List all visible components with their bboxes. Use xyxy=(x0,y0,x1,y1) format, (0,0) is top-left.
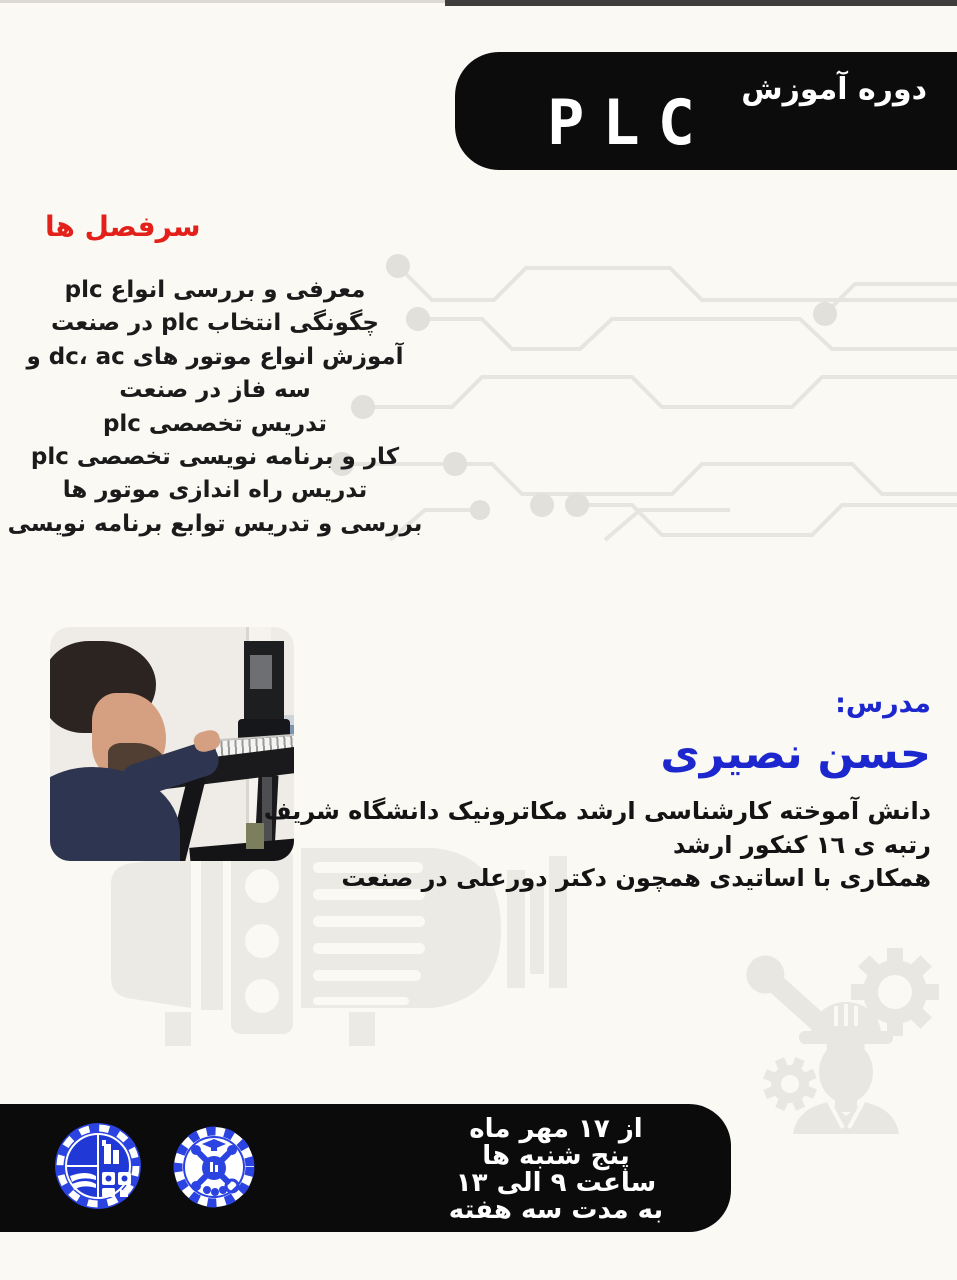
topic-item: معرفی و بررسی انواع plc xyxy=(64,277,366,303)
instructor-label: مدرس: xyxy=(835,688,931,719)
topics-list xyxy=(5,274,425,541)
topic-item: تدریس راه اندازی موتور ها xyxy=(62,477,368,504)
topic-item: کار و برنامه نویسی تخصصی plc xyxy=(30,444,400,471)
schedule-line: ساعت ٩ الی ١٣ xyxy=(455,1168,657,1198)
engineer-silhouette-graphic xyxy=(735,932,957,1134)
course-kicker: دوره آموزش xyxy=(741,72,927,107)
photo-fixture xyxy=(246,823,264,849)
sharif-university-logo xyxy=(52,1118,144,1214)
topic-item: آموزش انواع موتور های dc، ac و سه فاز در صنعت xyxy=(26,343,404,404)
topics-heading: سرفصل ها xyxy=(45,210,201,243)
instructor-detail-line: همکاری با اساتیدی همچون دکتر دورعلی در صنعت xyxy=(341,864,931,892)
photo-motor-label xyxy=(250,655,272,689)
schedule-bar xyxy=(0,1104,731,1232)
instructor-name: حسن نصیری xyxy=(660,729,931,779)
student-association-logo xyxy=(172,1122,256,1212)
top-edge-strip-right xyxy=(445,0,957,6)
schedule-line: از ١٧ مهر ماه xyxy=(469,1114,643,1144)
schedule-line: به مدت سه هفته xyxy=(448,1195,664,1225)
instructor-section xyxy=(264,688,931,896)
course-title: PLC xyxy=(547,86,713,159)
course-title-banner xyxy=(455,52,957,170)
topic-item: بررسی و تدریس توابع برنامه نویسی xyxy=(7,510,423,537)
schedule-text xyxy=(380,1116,732,1224)
top-edge-strip-left xyxy=(0,0,445,3)
instructor-detail-line: دانش آموخته کارشناسی ارشد مکاترونیک دانشگاه شریف xyxy=(263,797,931,825)
instructor-details xyxy=(264,795,931,896)
topic-item: تدریس تخصصی plc xyxy=(102,410,328,437)
instructor-photo xyxy=(50,627,294,861)
schedule-line: پنج شنبه ها xyxy=(482,1141,630,1171)
topic-item: چگونگی انتخاب plc در صنعت xyxy=(51,310,379,337)
instructor-detail-line: رتبه ی ١٦ کنکور ارشد xyxy=(673,830,931,859)
